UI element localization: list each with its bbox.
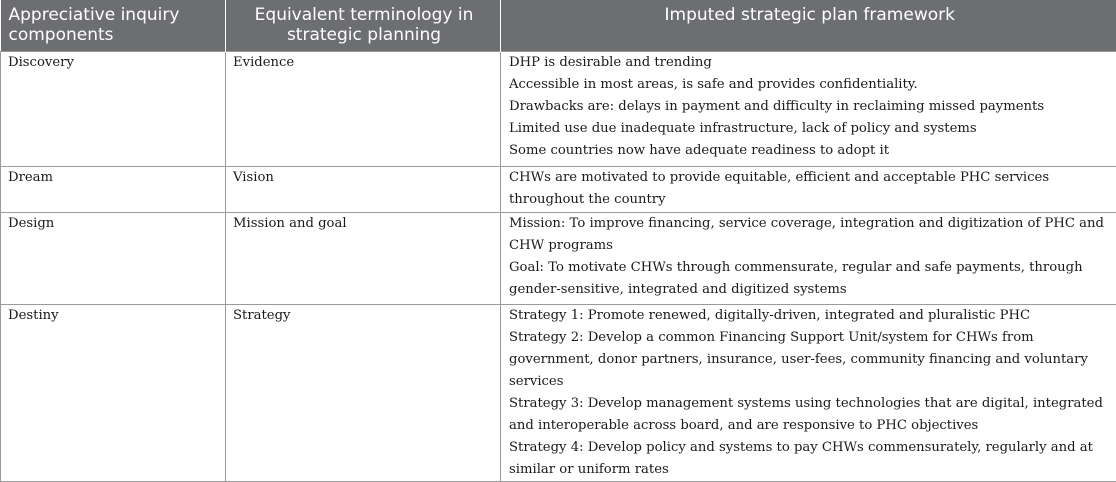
framework-line: CHWs are motivated to provide equitable, efficient and acceptable PHC services throughout the country [509, 167, 1110, 211]
table-row-dream [1, 166, 1116, 212]
cell-component: Dream [1, 166, 226, 212]
cell-terminology: Vision [226, 166, 501, 212]
header-row [1, 0, 1116, 51]
framework-line: Some countries now have adequate readiness to adopt it [509, 140, 1110, 162]
framework-line: Strategy 1: Promote renewed, digitally-driven, integrated and pluralistic PHC [509, 305, 1110, 327]
cell-framework [501, 212, 1116, 304]
header-appreciative-inquiry-components: Appreciative inquiry components [1, 0, 226, 51]
table-row-design [1, 212, 1116, 304]
framework-line: DHP is desirable and trending [509, 52, 1110, 74]
framework-line: Strategy 2: Develop a common Financing Support Unit/system for CHWs from government, donor partners, insurance, user-fees, community financing and voluntary services [509, 327, 1110, 393]
header-equivalent-terminology: Equivalent terminology in strategic planning [226, 0, 501, 51]
table-header [1, 0, 1116, 51]
cell-framework [501, 51, 1116, 166]
table-body [1, 51, 1116, 481]
cell-component: Design [1, 212, 226, 304]
cell-terminology: Strategy [226, 304, 501, 481]
framework-line: Drawbacks are: delays in payment and difficulty in reclaiming missed payments [509, 96, 1110, 118]
framework-line: Strategy 3: Develop management systems using technologies that are digital, integrated and interoperable across board, and are responsive to PHC objectives [509, 393, 1110, 437]
cell-framework [501, 304, 1116, 481]
header-imputed-framework: Imputed strategic plan framework [501, 0, 1116, 51]
framework-line: Mission: To improve financing, service coverage, integration and digitization of PHC and CHW programs [509, 213, 1110, 257]
framework-line: Strategy 4: Develop policy and systems to pay CHWs commensurately, regularly and at similar or uniform rates [509, 437, 1110, 481]
table-row-destiny [1, 304, 1116, 481]
cell-component: Discovery [1, 51, 226, 166]
framework-line: Limited use due inadequate infrastructure, lack of policy and systems [509, 118, 1110, 140]
framework-line: Goal: To motivate CHWs through commensurate, regular and safe payments, through gender-sensitive, integrated and digitized systems [509, 257, 1110, 301]
table-row-discovery [1, 51, 1116, 166]
cell-terminology: Mission and goal [226, 212, 501, 304]
framework-line: Accessible in most areas, is safe and provides confidentiality. [509, 74, 1110, 96]
cell-terminology: Evidence [226, 51, 501, 166]
cell-framework [501, 166, 1116, 212]
cell-component: Destiny [1, 304, 226, 481]
